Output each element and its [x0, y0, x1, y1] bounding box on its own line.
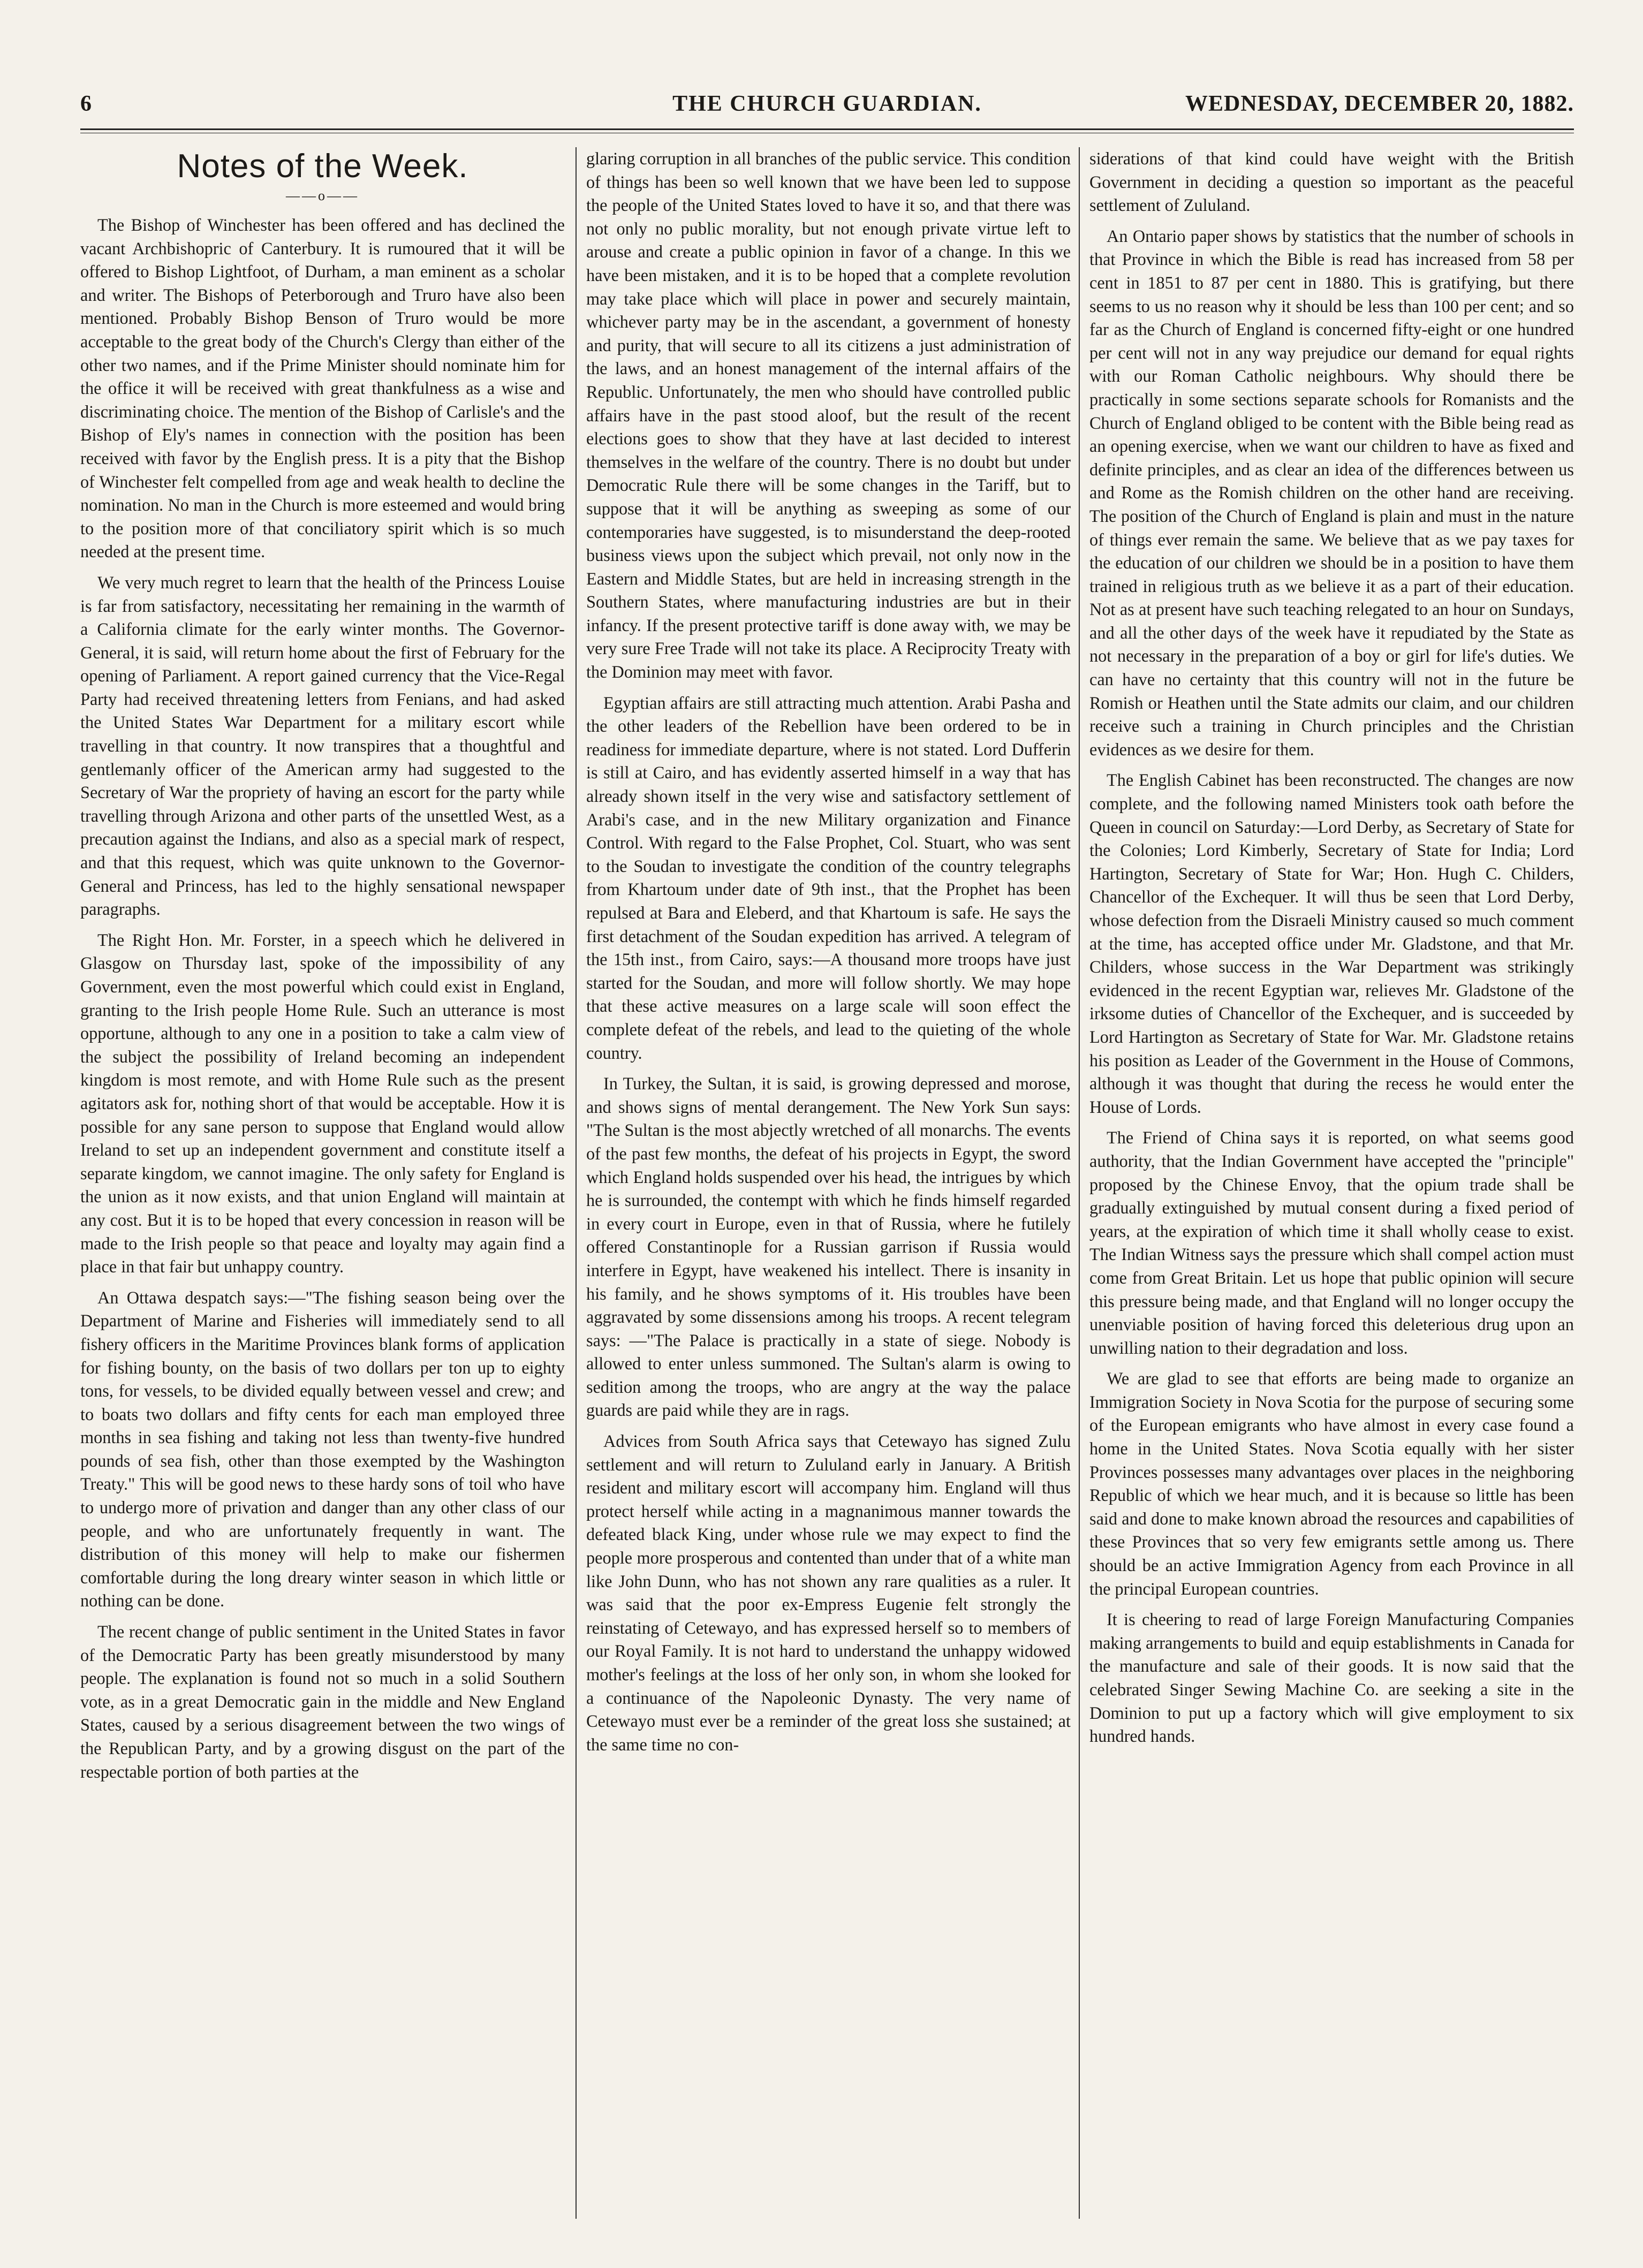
- masthead-rule: [80, 128, 1574, 130]
- article-paragraph: We very much regret to learn that the health of the Princess Louise is far from satisfactory, necessitating her remaining in the warmth of a California climate for the early winter months. The Governor-General, it is said, will return home about the first of February for the opening of Parliament. A report gained currency that the Vice-Regal Party had received threatening letters from Fenians, and had asked the United States War Department for a military escort while travelling in that country. It now transpires that a thoughtful and gentlemanly officer of the American army had suggested to the Secretary of War the propriety of having an escort for the party while travelling through Arizona and other parts of the unsettled West, as a precaution against the Indians, and also as a special mark of respect, and that this request, which was quite unknown to the Governor-General and Princess, has led to the highly sensational newspaper paragraphs.: [80, 572, 565, 919]
- heading-ornament: ——o——: [286, 188, 359, 203]
- newspaper-title: THE CHURCH GUARDIAN.: [672, 92, 982, 116]
- article-paragraph: The English Cabinet has been reconstructed. The changes are now complete, and the following named Ministers took oath before the Queen in council on Saturday:—Lord Derby, as Secretary of State for the Colonies; Lord Kimberly, Secretary of State for India; Lord Hartington, Secretary of State for War; Hon. Hugh C. Childers, Chancellor of the Exchequer. It will thus be seen that Lord Derby, whose defection from the Disraeli Ministry caused so much comment at the time, has accepted office under Mr. Gladstone, and that Mr. Childers, whose success in the War Department was strikingly evidenced in the recent Egyptian war, relieves Mr. Gladstone of the irksome duties of Chancellor of the Exchequer, and is succeeded by Lord Hartington as Secretary of State for War. Mr. Gladstone retains his position as Leader of the Government in the House of Commons, although it was thought that during the recess he would enter the House of Lords.: [1089, 770, 1574, 1117]
- article-paragraph: The recent change of public sentiment in the United States in favor of the Democratic Party has been greatly misunderstood by many people. The explanation is found not so much in a solid Southern vote, as in a great Democratic gain in the middle and New England States, caused by a serious disagreement between the two wings of the Republican Party, and by a growing disgust on the part of the respectable portion of both parties at the: [80, 1622, 565, 1781]
- column-1: [80, 147, 565, 2219]
- page-number: 6: [80, 92, 92, 116]
- column-rule: [1079, 147, 1080, 2219]
- column-2: [586, 147, 1071, 2219]
- newspaper-page: [80, 91, 1574, 2221]
- article-paragraph: glaring corruption in all branches of the public service. This condition of things has been so well known that we have been led to suppose the people of the United States loved to have it so, and that there was not only no public morality, but not enough private virtue left to arouse and create a public opinion in favor of a change. In this we have been mistaken, and it is to be hoped that a complete revolution may take place which will place in power and securely maintain, whichever party may be in the ascendant, a government of honesty and purity, that will secure to all its citizens a just administration of the laws, and an honest management of the internal affairs of the Republic. Unfortunately, the men who should have controlled public affairs have in the past stood aloof, but the result of the recent elections goes to show that they have at last decided to interest themselves in the welfare of the country. There is no doubt but under Democratic Rule there will be some changes in the Tariff, but to suppose that it will be anything as sweeping as some of our contemporaries have suggested, is to misunderstand the deep-rooted business views upon the subject which prevail, not only now in the Eastern and Middle States, but are held in increasing strength in the Southern States, where manufacturing industries are but in their infancy. If the present protective tariff is done away with, we may be very sure Free Trade will not take its place. A Reciprocity Treaty with the Dominion may meet with favor.: [586, 149, 1071, 682]
- article-paragraph: siderations of that kind could have weight with the British Government in deciding a question so important as the peaceful settlement of Zululand.: [1089, 149, 1574, 215]
- article-paragraph: In Turkey, the Sultan, it is said, is growing depressed and morose, and shows signs of mental derangement. The New York Sun says: "The Sultan is the most abjectly wretched of all monarchs. The events of the past few months, the defeat of his projects in Egypt, the sword which England holds suspended over his head, the intrigues by which he is surrounded, the contempt with which he finds himself regarded in every court in Europe, even in that of Russia, where he futilely offered Constantinople for a Russian garrison if Russia would interfere in Egypt, have weakened his intellect. There is insanity in his family, and he shows symptoms of it. His troubles have been aggravated by some dissensions among his troops. A recent telegram says: —"The Palace is practically in a state of siege. Nobody is allowed to enter unless summoned. The Sultan's alarm is owing to sedition among the troops, who are angry at the way the palace guards are paid while they are in rags.: [586, 1074, 1071, 1420]
- article-paragraph: Advices from South Africa says that Cetewayo has signed Zulu settlement and will return to Zululand early in January. A British resident and military escort will accompany him. England will thus protect herself while acting in a magnanimous manner towards the defeated black King, under whose rule we may expect to find the people more prosperous and contented than under that of a white man like John Dunn, who has not shown any rare qualities as a ruler. It was said that the poor ex-Empress Eugenie felt strongly the reinstating of Cetewayo, and has expressed herself so to members of our Royal Family. It is not hard to understand the unhappy widowed mother's feelings at the loss of her only son, in whom she looked for a continuance of the Napoleonic Dynasty. The very name of Cetewayo must ever be a reminder of the great loss she sustained; at the same time no con-: [586, 1431, 1071, 1754]
- article-paragraph: Egyptian affairs are still attracting much attention. Arabi Pasha and the other leaders of the Rebellion have been ordered to be in readiness for immediate departure, where is not stated. Lord Dufferin is still at Cairo, and has evidently asserted himself in a way that has already shown itself in the very wise and satisfactory settlement of Arabi's case, and in the new Military organization and Finance Control. With regard to the False Prophet, Col. Stuart, who was sent to the Soudan to investigate the condition of the country telegraphs from Khartoum under date of 9th inst., that the Prophet has been repulsed at Bara and Eleberd, and that Khartoum is safe. He says the first detachment of the Soudan expedition has arrived. A telegram of the 15th inst., from Cairo, says:—A thousand more troops have just started for the Soudan, and more will follow shortly. We may hope that these active measures on a large scale will soon effect the complete defeat of the rebels, and lead to the quieting of the whole country.: [586, 693, 1071, 1063]
- article-paragraph: The Right Hon. Mr. Forster, in a speech which he delivered in Glasgow on Thursday last, spoke of the impossibility of any Government, even the most powerful which could exist in England, granting to the Irish people Home Rule. Such an utterance is most opportune, although to any one in a position to take a calm view of the subject the possibility of Ireland becoming an independent kingdom is most remote, and with Home Rule such as the present agitators ask for, nothing short of that would be acceptable. How it is possible for any sane person to suppose that England would allow Ireland to set up an independent government and constitute itself a separate kingdom, we cannot imagine. The only safety for England is the union as it now exists, and that union England will maintain at any cost. But it is to be hoped that every concession in reason will be made to the Irish people so that peace and loyalty may again find a place in that fair but unhappy country.: [80, 930, 565, 1277]
- article-paragraph: It is cheering to read of large Foreign Manufacturing Companies making arrangements to build and equip establishments in Canada for the manufacture and sale of their goods. It is now said that the celebrated Singer Sewing Machine Co. are seeking a site in the Dominion to put up a factory which will give employment to six hundred hands.: [1089, 1610, 1574, 1746]
- section-heading: Notes of the Week.: [177, 148, 468, 185]
- article-paragraph: The Bishop of Winchester has been offered and has declined the vacant Archbishopric of Canterbury. It is rumoured that it will be offered to Bishop Lightfoot, of Durham, a man eminent as a scholar and writer. The Bishops of Peterborough and Truro have also been mentioned. Probably Bishop Benson of Truro would be more acceptable to the great body of the Church's Clergy than either of the other two names, and if the Prime Minister should nominate him for the office it will be received with great thankfulness as a wise and discriminating choice. The mention of the Bishop of Carlisle's and the Bishop of Ely's names in connection with the position has been received with favor by the English press. It is a pity that the Bishop of Winchester felt compelled from age and weak health to decline the nomination. No man in the Church is more esteemed and would bring to the position more of that conciliatory spirit which is so much needed at the present time.: [80, 215, 565, 562]
- column-3: [1089, 147, 1574, 2219]
- masthead: [80, 91, 1574, 123]
- column-rule: [576, 147, 577, 2219]
- article-paragraph: An Ottawa despatch says:—"The fishing season being over the Department of Marine and Fisheries will immediately send to all fishery officers in the Maritime Provinces blank forms of application for fishing bounty, on the basis of two dollars per ton up to eighty tons, for vessels, to be divided equally between vessel and crew; and to boats two dollars and fifty cents for each man employed three months in sea fishing and taking not less than twenty-five hundred pounds of sea fish, other than those exempted by the Washington Treaty." This will be good news to these hardy sons of toil who have to undergo more of privation and danger than any other class of our people, and who are unfortunately frequently in want. The distribution of this money will help to make our fishermen comfortable during the long dreary winter season in which little or nothing can be done.: [80, 1287, 565, 1611]
- article-paragraph: An Ontario paper shows by statistics that the number of schools in that Province in which the Bible is read has increased from 58 per cent in 1851 to 87 per cent in 1880. This is gratifying, but there seems to us no reason why it should be less than 100 per cent; and so far as the Church of England is concerned fifty-eight or one hundred per cent will not in any way prejudice our demand for equal rights with our Roman Catholic neighbours. Why should there be practically in some sections separate schools for Romanists and the Church of England obliged to be content with the Bible being read as an opening exercise, when we want our children to have as fixed and definite principles, and as clear an idea of the differences between us and Rome as the Romish children on the other hand are receiving. The position of the Church of England is plain and must in the nature of things ever remain the same. We believe that as we pay taxes for the education of our children we should be in a position to have them trained in religious truth as we believe it as a part of their education. Not as at present have such teaching relegated to an hour on Sundays, and all the other days of the week have it repudiated by the State as not necessary in the preparation of a boy or girl for life's duties. We can have no certainty that this country will not in the future be Romish or Heathen until the State admits our claim, and our children receive such a training in Church principles and the Christian evidences as we desire for them.: [1089, 226, 1574, 759]
- issue-date: WEDNESDAY, DECEMBER 20, 1882.: [1185, 92, 1574, 116]
- article-paragraph: The Friend of China says it is reported, on what seems good authority, that the Indian Government have accepted the "principle" proposed by the Chinese Envoy, that the opium trade shall be gradually extinguished by mutual consent during a fixed period of years, at the expiration of which time it shall wholly cease to exist. The Indian Witness says the pressure which shall compel action must come from Great Britain. Let us hope that public opinion will secure this pressure being made, and that England will no longer occupy the unenviable position of having forced this deleterious drug upon an unwilling nation to their degradation and loss.: [1089, 1128, 1574, 1357]
- article-paragraph: We are glad to see that efforts are being made to organize an Immigration Society in Nova Scotia for the purpose of securing some of the European emigrants who have almost in every case found a home in the United States. Nova Scotia equally with her sister Provinces possesses many advantages over places in the neighboring Republic of which we hear much, and it is because so little has been said and done to make known abroad the resources and capabilities of these Provinces that so very few emigrants settle among us. There should be an active Immigration Agency from each Province in all the principal European countries.: [1089, 1369, 1574, 1598]
